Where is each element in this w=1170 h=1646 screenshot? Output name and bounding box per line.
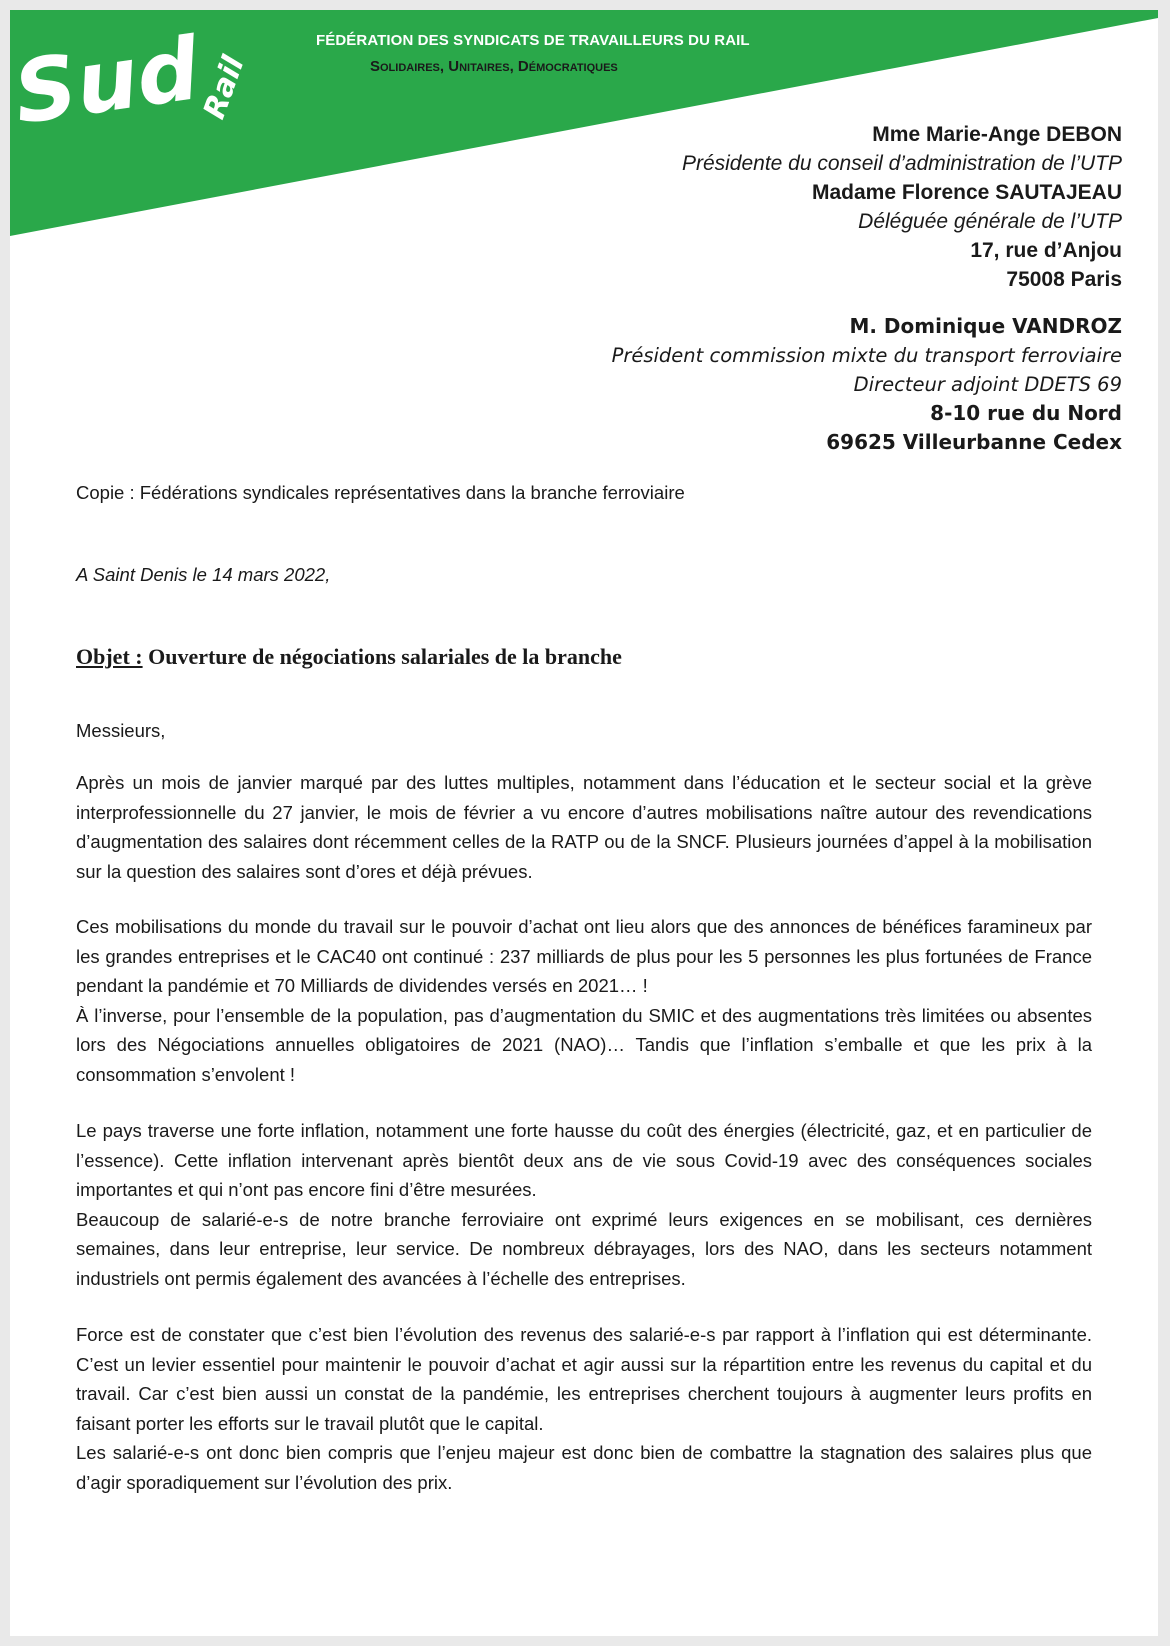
paragraph-4-line-a: Force est de constater que c’est bien l’évolution des revenus des salarié-e-s par rapport à l’inflation qui est déterminante. C’est un levier essentiel pour maintenir le pouvoir d’achat et agir aussi sur la répartition entre les revenus du capital et du travail. Car c’est bien aussi un constat de la pandémie, les entreprises cherchent toujours à augmenter leurs profits en faisant porter les efforts sur le travail plutôt que le capital. bbox=[76, 1324, 1092, 1434]
paragraph-2-line-a: Ces mobilisations du monde du travail sur le pouvoir d’achat ont lieu alors que des annonces de bénéfices faramineux par les grandes entreprises et le CAC40 ont continué : 237 milliards de plus pour les 5 personnes les plus fortunées de France pendant la pandémie et 70 Milliards de dividendes versés en 2021… ! bbox=[76, 916, 1092, 996]
recipient-utp-line: Déléguée générale de l’UTP bbox=[858, 210, 1122, 233]
paragraph-4 bbox=[76, 1320, 1092, 1497]
paragraph-2 bbox=[76, 912, 1092, 1089]
paragraph-2-line-b: À l’inverse, pour l’ensemble de la population, pas d’augmentation du SMIC et des augmentations très limitées ou absentes lors des Négociations annuelles obligatoires de 2021 (NAO)… Tandis que l’inflation s’emballe et que les prix à la consommation s’envolent ! bbox=[76, 1004, 1092, 1085]
federation-motto: Solidaires, Unitaires, Démocratiques bbox=[370, 58, 618, 75]
federation-name: FÉDÉRATION DES SYNDICATS DE TRAVAILLEURS DU RAIL bbox=[316, 32, 750, 49]
letter-page bbox=[10, 10, 1158, 1636]
recipient-utp-line: Madame Florence SAUTAJEAU bbox=[811, 181, 1122, 204]
subject-text: Ouverture de négociations salariales de la branche bbox=[142, 644, 622, 669]
recipient-utp-line: 75008 Paris bbox=[1006, 268, 1122, 291]
recipient-utp-line: Mme Marie-Ange DEBON bbox=[872, 123, 1122, 146]
date-line: A Saint Denis le 14 mars 2022, bbox=[76, 564, 331, 585]
recipient-commission-line: M. Dominique VANDROZ bbox=[849, 314, 1122, 338]
recipient-commission-line: Directeur adjoint DDETS 69 bbox=[853, 373, 1122, 396]
paragraph-3-line-a: Le pays traverse une forte inflation, notamment une forte hausse du coût des énergies (électricité, gaz, et en particulier de l’essence). Cette inflation intervenant après bientôt deux ans de vie sous Covid-19 avec des conséquences sociales importantes et qui n’ont pas encore fini d’être mesurées. bbox=[76, 1120, 1092, 1200]
subject-label: Objet : bbox=[76, 644, 143, 669]
paragraph-3 bbox=[76, 1116, 1092, 1293]
subject-line bbox=[76, 644, 622, 670]
paragraph-1: Après un mois de janvier marqué par des luttes multiples, notamment dans l’éducation et le secteur social et la grève interprofessionnelle du 27 janvier, le mois de février a vu encore d’autres mobilisations naître autour des revendications d’augmentation des salaires dont récemment celles de la RATP ou de la SNCF. Plusieurs journées d’appel à la mobilisation sur la question des salaires sont d’ores et déjà prévues. bbox=[76, 772, 1092, 882]
svg-text:Sud: Sud bbox=[8, 19, 205, 144]
copy-line: Copie : Fédérations syndicales représentatives dans la branche ferroviaire bbox=[76, 482, 685, 503]
recipient-commission-line: 8-10 rue du Nord bbox=[930, 401, 1122, 425]
greeting: Messieurs, bbox=[76, 720, 166, 741]
recipient-block-utp bbox=[682, 120, 1122, 294]
recipient-utp-line: 17, rue d’Anjou bbox=[970, 239, 1122, 262]
sud-rail-logo bbox=[8, 10, 252, 144]
paragraph-4-line-b: Les salarié-e-s ont donc bien compris que l’enjeu majeur est donc bien de combattre la stagnation des salaires plus que d’agir sporadiquement sur l’évolution des prix. bbox=[76, 1442, 1092, 1493]
recipient-block-commission bbox=[612, 312, 1122, 457]
svg-text:Rail: Rail bbox=[196, 51, 252, 124]
recipient-commission-line: Président commission mixte du transport ferroviaire bbox=[611, 344, 1122, 367]
recipient-utp-line: Présidente du conseil d’administration de l’UTP bbox=[681, 152, 1122, 175]
recipient-commission-line: 69625 Villeurbanne Cedex bbox=[826, 430, 1122, 454]
paragraph-3-line-b: Beaucoup de salarié-e-s de notre branche ferroviaire ont exprimé leurs exigences en se mobilisant, ces dernières semaines, dans leur entreprise, leur service. De nombreux débrayages, lors des NAO, dans les secteurs notamment industriels ont permis également des avancées à l’échelle des entreprises. bbox=[76, 1208, 1092, 1289]
